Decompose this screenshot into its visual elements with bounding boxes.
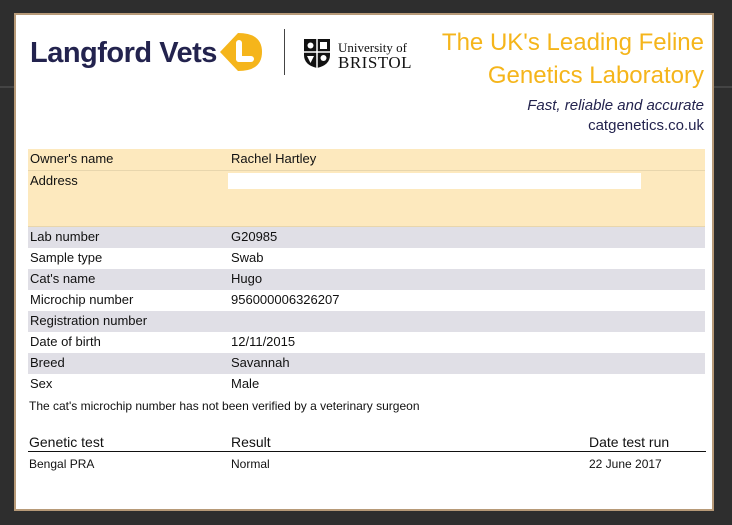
tagline-line2: Genetics Laboratory — [487, 62, 704, 89]
microchip-row — [28, 290, 705, 311]
results-header-rule — [28, 451, 706, 452]
detail-label: Registration number — [30, 313, 148, 328]
university-logo-line1: University of — [338, 40, 407, 55]
registration-row — [28, 311, 705, 332]
website-text: catgenetics.co.uk — [588, 117, 704, 134]
address-row — [28, 171, 705, 227]
detail-value — [228, 311, 705, 332]
date-of-birth-row — [28, 332, 705, 353]
detail-value: 956000006326207 — [231, 292, 340, 307]
university-logo-line2: BRISTOL — [338, 53, 413, 72]
date-test-run-header: Date test run — [589, 434, 670, 450]
detail-label: Sample type — [30, 250, 103, 265]
certificate-sheet — [14, 13, 714, 511]
detail-value: Male — [231, 376, 260, 391]
detail-label: Breed — [30, 355, 65, 370]
lab-number-row — [28, 227, 705, 248]
genetic-test-header: Genetic test — [29, 434, 104, 450]
detail-label: Lab number — [30, 229, 100, 244]
result-value: Normal — [231, 457, 270, 471]
detail-label: Owner's name — [30, 151, 114, 166]
cat-details-table — [28, 149, 705, 395]
result-header: Result — [231, 434, 271, 450]
detail-label: Address — [30, 173, 78, 188]
breed-row — [28, 353, 705, 374]
university-of-bristol-crest-icon — [302, 37, 332, 69]
sample-type-row — [28, 248, 705, 269]
langford-vets-logo-text: Langford Vets — [30, 37, 217, 69]
detail-value: Swab — [231, 250, 264, 265]
logo-divider — [284, 29, 285, 75]
langford-logo-icon — [212, 29, 264, 75]
cat-name-row — [28, 269, 705, 290]
result-test-name: Bengal PRA — [29, 457, 95, 471]
detail-label: Microchip number — [30, 292, 134, 307]
detail-label: Sex — [30, 376, 53, 391]
microchip-verification-note: The cat's microchip number has not been verified by a veterinary surgeon — [29, 399, 420, 413]
owner-name-row — [28, 149, 705, 171]
detail-value: G20985 — [231, 229, 278, 244]
tagline-subtitle: Fast, reliable and accurate — [527, 97, 704, 114]
detail-value: Rachel Hartley — [231, 151, 317, 166]
sex-row — [28, 374, 705, 395]
detail-value: 12/11/2015 — [231, 334, 296, 349]
result-date: 22 June 2017 — [589, 457, 662, 471]
detail-label: Cat's name — [30, 271, 96, 286]
detail-label: Date of birth — [30, 334, 101, 349]
address-redaction-box — [228, 173, 641, 189]
detail-value: Hugo — [231, 271, 263, 286]
detail-value: Savannah — [231, 355, 290, 370]
tagline-line1: The UK's Leading Feline — [441, 29, 704, 56]
